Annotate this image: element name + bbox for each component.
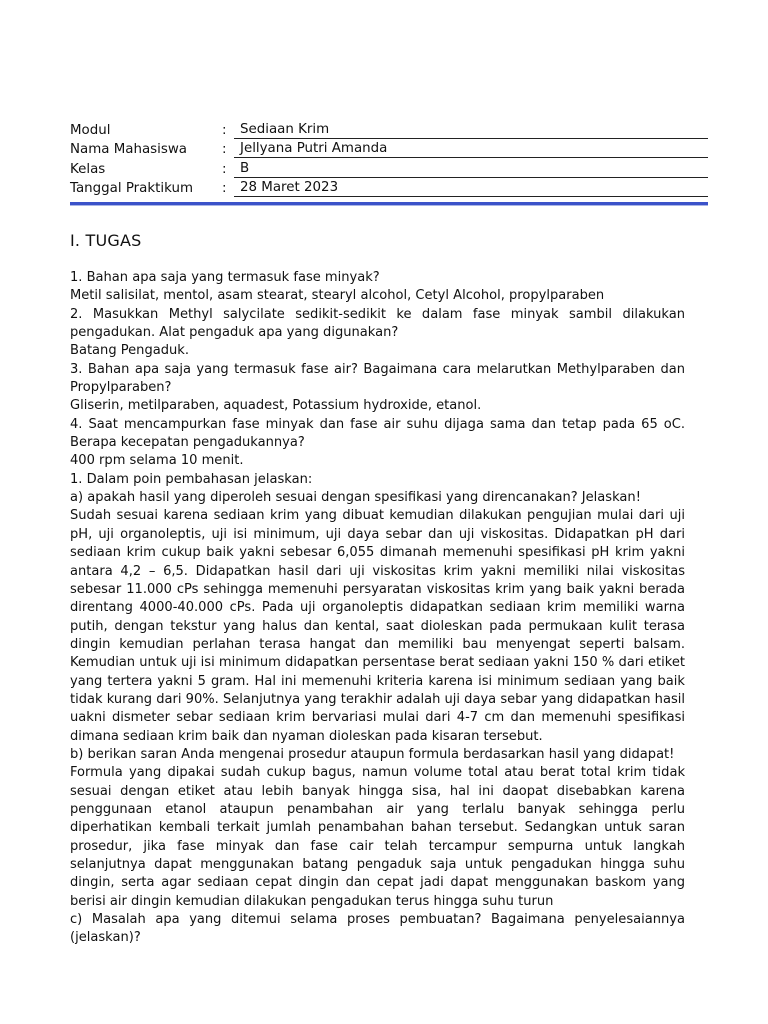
header-row-nama bbox=[70, 139, 708, 159]
paragraph: Formula yang dipakai sudah cukup bagus, namun volume total atau berat total krim tidak sesuai dengan etiket atau lebih banyak hingga sisa, hal ini daopat disebabkan karena penggunaan etanol ataupun penambahan air yang terlalu banyak sehingga perlu diperhatikan kembali terkait jumlah penambahan bahan tersebut. Sedangkan untuk saran prosedur, jika fase minyak dan fase cair telah tercampur sempurna untuk langkah selanjutnya dapat menggunakan batang pengaduk saja untuk pengadukan hingga suhu dingin, serta agar sediaan cepat dingin dan cepat jadi dapat menggunakan baskom yang berisi air dingin kemudian dilakukan pengadukan terus hingga suhu turun bbox=[70, 765, 685, 909]
header-colon: : bbox=[222, 181, 227, 196]
paragraph: c) Masalah apa yang ditemui selama proses pembuatan? Bagaimana penyelesaiannya (jelaskan)? bbox=[70, 912, 685, 946]
header-value: B bbox=[234, 160, 708, 178]
paragraph: Metil salisilat, mentol, asam stearat, stearyl alcohol, Cetyl Alcohol, propylparaben bbox=[70, 288, 605, 304]
header-row-kelas bbox=[70, 158, 708, 178]
header-table bbox=[70, 119, 708, 197]
header-colon: : bbox=[222, 122, 227, 138]
paragraph: 4. Saat mencampurkan fase minyak dan fase air suhu dijaga sama dan tetap pada 65 oC. Berapa kecepatan pengadukannya? bbox=[70, 416, 685, 451]
header-row-modul bbox=[70, 119, 708, 139]
paragraph: Batang Pengaduk. bbox=[70, 343, 189, 359]
header-value: 28 Maret 2023 bbox=[234, 179, 708, 197]
paragraph: b) berikan saran Anda mengenai prosedur ataupun formula berdasarkan hasil yang didapat! bbox=[70, 746, 675, 762]
paragraph: 2. Masukkan Methyl salycilate sedikit-sedikit ke dalam fase minyak sambil dilakukan pengadukan. Alat pengaduk apa yang digunakan? bbox=[70, 306, 685, 341]
paragraph: Sudah sesuai karena sediaan krim yang dibuat kemudian dilakukan pengujian mulai dari uji pH, uji organoleptis, uji isi minimum, uji daya sebar dan uji viskositas. Didapatkan pH dari sediaan krim cukup baik yakni sebesar 6,055 dimanah memenuhi spesifikasi pH krim yakni antara 4,2 – 6,5. Didapatkan hasil dari uji viskositas krim yakni memiliki nilai viskositas sebesar 11.000 cPs sehingga memenuhi persyaratan viskositas krim yang baik yakni berada direntang 4000-40.000 cPs. Pada uji organoleptis didapatkan sediaan krim memiliki warna putih, dengan tekstur yang halus dan kental, saat dioleskan pada permukaan kulit terasa dingin kemudian perlahan terasa hangat dan memiliki bau menyengat seperti balsam. Kemudian untuk uji isi minimum didapatkan persentase berat sediaan yakni 150 % dari etiket yang tertera yakni 5 gram. Hal ini memenuhi kriteria karena isi minimum sediaan yang baik tidak kurang dari 90%. Selanjutnya yang terakhir adalah uji daya sebar yang didapatkan hasil uakni dismeter sebar sediaan krim bervariasi mulai dari 4-7 cm dan memenuhi spesifikasi dimana sediaan krim baik dan nyaman dioleskan pada kisaran tersebut. bbox=[70, 508, 685, 744]
paragraph: Gliserin, metilparaben, aquadest, Potassium hydroxide, etanol. bbox=[70, 398, 482, 414]
header-label: Modul bbox=[70, 122, 111, 138]
header-value: Sediaan Krim bbox=[234, 121, 708, 139]
header-colon: : bbox=[222, 161, 227, 177]
header-label: Kelas bbox=[70, 161, 106, 177]
paragraph: 1. Bahan apa saja yang termasuk fase minyak? bbox=[70, 270, 380, 285]
header-label: Nama Mahasiswa bbox=[70, 142, 188, 157]
body-text bbox=[70, 269, 685, 948]
header-row-tanggal bbox=[70, 178, 708, 198]
paragraph: 400 rpm selama 10 menit. bbox=[70, 453, 244, 469]
header-divider bbox=[70, 202, 708, 206]
header-colon: : bbox=[222, 142, 227, 157]
paragraph: 1. Dalam poin pembahasan jelaskan: bbox=[70, 471, 313, 487]
paragraph: a) apakah hasil yang diperoleh sesuai dengan spesifikasi yang direncanakan? Jelaskan! bbox=[70, 490, 641, 506]
header-value: Jellyana Putri Amanda bbox=[234, 140, 708, 158]
paragraph: 3. Bahan apa saja yang termasuk fase air? Bagaimana cara melarutkan Methylparaben dan Propylparaben? bbox=[70, 361, 685, 396]
section-title: I. TUGAS bbox=[70, 231, 142, 250]
header-label: Tanggal Praktikum bbox=[70, 181, 193, 196]
